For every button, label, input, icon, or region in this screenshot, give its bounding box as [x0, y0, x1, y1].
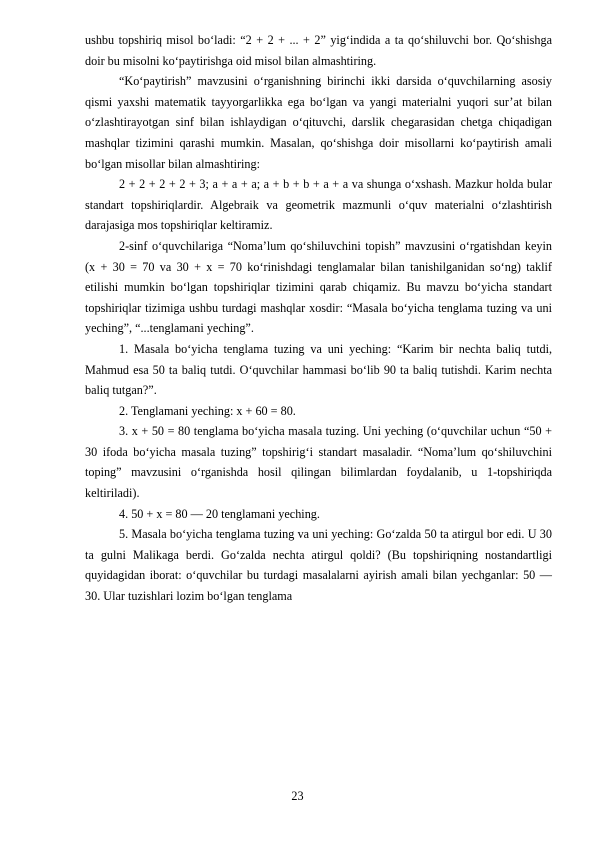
- paragraph-3: 2-sinf o‘quvchilariga “Noma’lum qo‘shiluvchini topish” mavzusini o‘rgatishdan keyin (x + 30 = 70 va 30 + x = 70 ko‘rinishdagi tenglamalar bilan tanishilganidan so‘ng) taklif etilishi mumkin bo‘lgan topshiriqlar tizimini qarab chiqamiz. Bu mavzu bo‘yicha standart topshiriqlar tizimiga ushbu turdagi mashqlar xosdir: “Masala bo‘yicha tenglama tuzing va uni yeching”, “...tenglamani yeching”.: [85, 238, 552, 336]
- paragraph-8: 5. Masala bo‘yicha tenglama tuzing va uni yeching: Go‘zalda 50 ta atirgul bor edi. U 30 ta gulni Malikaga berdi. Go‘zalda nechta atirgul qoldi? (Bu topshiriqning nostandartligi quyidagidan iborat: o‘quvchilar bu turdagi masalalarni ayirish amali bilan yechganlar: 50 — 30. Ular tuzishlari lozim bo‘lgan tenglama: [85, 527, 552, 604]
- paragraph-2: 2 + 2 + 2 + 2 + 3; a + a + a; a + b + b + a + a va shunga o‘xshash. Mazkur holda bular standart topshiriqlardir. Algebraik va geometrik mazmunli o‘quv materialni o‘zlashtirish darajasiga mos topshiriqlar keltiramiz.: [85, 177, 552, 233]
- paragraph-4: 1. Masala bo‘yicha tenglama tuzing va uni yeching: “Karim bir nechta baliq tutdi, Mahmud esa 50 ta baliq tutdi. O‘quvchilar hammasi bo‘lib 90 ta baliq tutishdi. Karim nechta baliq tutgan?”.: [85, 341, 552, 398]
- paragraph-0: ushbu topshiriq misol bo‘ladi: “2 + 2 + ... + 2” yig‘indida a ta qo‘shiluvchi bor. Qo‘shishga doir bu misolni ko‘paytirishga oid misol bilan almashtiring.: [85, 33, 552, 68]
- paragraph-7: 4. 50 + x = 80 — 20 tenglamani yeching.: [119, 506, 320, 521]
- page-number: 23: [291, 789, 304, 803]
- document-page: [85, 30, 552, 607]
- paragraph-5: 2. Tenglamani yeching: x + 60 = 80.: [119, 403, 296, 418]
- paragraph-1: “Ko‘paytirish” mavzusini o‘rganishning birinchi ikki darsida o‘quvchilarning asosiy qismi yaxshi matematik tayyorgarlikka ega bo‘lgan va yangi materialni yuqori sur’at bilan o‘zlashtirayotgan sinf bilan ishlaydigan o‘qituvchi, darslik chegarasidan chetga chiqadigan mashqlar tizimini qarashi mumkin. Masalan, qo‘shishga doir misollarni ko‘paytirish amali bo‘lgan misollar bilan almashtiring:: [85, 74, 552, 171]
- paragraph-6: 3. x + 50 = 80 tenglama bo‘yicha masala tuzing. Uni yeching (o‘quvchilar uchun “50 + 30 ifoda bo‘yicha masala tuzing” topshirig‘i standart masaladir. “Noma’lum qo‘shiluvchini toping” mavzusini o‘rganishda hosil qilingan bilimlardan foydalanib, u 1-topshiriqda keltiriladi).: [85, 424, 552, 501]
